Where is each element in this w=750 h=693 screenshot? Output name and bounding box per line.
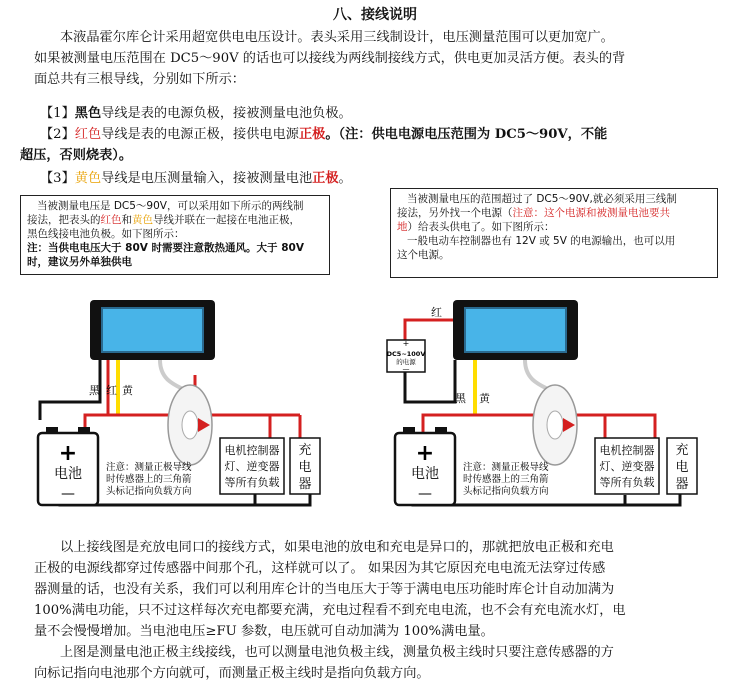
controller-label-2: 灯、逆变器: [224, 460, 280, 473]
label-yellow: 黄: [122, 384, 133, 397]
controller-label-r3: 等所有负载: [599, 476, 655, 489]
note-line-r2: 时传感器上的三角箭: [463, 474, 549, 485]
controller-label-r2: 灯、逆变器: [599, 460, 655, 473]
footer-line-2: 正极的电源线都穿过传感器中间那个孔，这样就可以了。 如果因为其它原因充电电流无法穿过传感: [34, 561, 606, 576]
box-left-line-5: 时，建议另外单独供电: [27, 256, 132, 268]
box-left-line-1: 当被测量电压是 DC5～90V，可以采用如下所示的两线制: [37, 200, 304, 212]
battery-minus: —: [61, 486, 75, 502]
wire-2: 【2】红色导线是表的电源正极，接供电电源正极。（注：供电电源电压范围为 DC5～90V，不能: [40, 127, 608, 142]
intro-line-2: 如果被测量电压范围在 DC5～90V 的话也可以接线为两线制接线方式，供电更加灵活方便。表头的背: [34, 51, 626, 66]
intro-line-3: 面总共有三根导线，分别如下所示：: [34, 72, 245, 87]
wire-1: 【1】黑色导线是表的电源负极，接被测量电池负极。: [40, 106, 352, 121]
footer-line-6: 上图是测量电池正极主线接线，也可以测量电池负极主线，测量负极主线时只要注意传感器的方: [60, 645, 614, 660]
charger-char-r3: 器: [675, 477, 689, 492]
controller-label-r1: 电机控制器: [599, 444, 655, 457]
charger-char-3: 器: [298, 477, 312, 492]
battery-plus: +: [58, 441, 78, 466]
two-wire-note-box: [20, 195, 330, 275]
footer-line-3: 器测量的话，也没有关系，我们可以利用库仑计的当电压大于等于满电电压功能时库仑计自动加满为: [34, 582, 615, 597]
controller-label-3: 等所有负载: [224, 476, 280, 489]
psu-minus: —: [402, 365, 410, 373]
two-wire-diagram: [0, 290, 375, 515]
label-black-r: 黑: [455, 392, 466, 405]
battery-minus-r: —: [418, 486, 432, 502]
box-left-line-4: 注：当供电电压大于 80V 时需要注意散热通风。大于 80V: [27, 242, 304, 254]
footer-line-5: 量不会慢慢增加。当电池电压≥FU 参数，电压就可自动加满为 100%满电量。: [34, 624, 494, 639]
psu-label-1: DC5~100V: [386, 350, 426, 358]
wire-2-note: 超压，否则烧表）。: [20, 148, 133, 163]
box-right-line-5: 这个电源。: [397, 249, 450, 261]
section-title: 八、接线说明: [333, 7, 417, 23]
label-yellow-r: 黄: [479, 392, 490, 405]
three-wire-note-box: [390, 188, 718, 278]
charger-char-2: 电: [298, 460, 312, 475]
label-black: 黑: [89, 384, 100, 397]
battery-plus-r: +: [415, 441, 435, 466]
three-wire-diagram: [375, 290, 750, 515]
box-right-line-1: 当被测量电压的范围超过了 DC5～90V,就必须采用三线制: [407, 193, 677, 205]
battery-label-r: 电池: [411, 466, 439, 482]
charger-char-r2: 电: [675, 460, 689, 475]
note-line-1: 注意：测量正极导线: [106, 462, 192, 473]
note-line-r1: 注意：测量正极导线: [463, 462, 549, 473]
charger-char-1: 充: [298, 443, 312, 458]
battery-label: 电池: [54, 466, 82, 482]
footer-line-4: 100%满电功能，只不过这样每次充电都要充满，充电过程看不到充电电流，也不会有充电流水灯，电: [34, 603, 626, 618]
label-red-r: 红: [431, 306, 442, 319]
footer-line-7: 向标记指向电池那个方向就可，而测量正极主线时是指向负载方向。: [34, 666, 430, 681]
box-left-line-2: 接法，把表头的红色和黄色导线并联在一起接在电池正极，: [27, 214, 300, 226]
label-red: 红: [106, 384, 117, 397]
psu-plus: +: [402, 339, 410, 348]
note-line-r3: 头标记指向负载方向: [463, 486, 549, 497]
footer-line-1: 以上接线图是充放电同口的接线方式，如果电池的放电和充电是异口的，那就把放电正极和充电: [60, 540, 614, 555]
box-right-line-4: 一般电动车控制器也有 12V 或 5V 的电源输出，也可以用: [407, 235, 676, 247]
box-left-line-3: 黑色线接电池负极。如下图所示：: [27, 228, 185, 240]
controller-label-1: 电机控制器: [224, 444, 280, 457]
intro-line-1: 本液晶霍尔库仑计采用超宽供电电压设计。表头采用三线制设计，电压测量范围可以更加宽广。: [60, 30, 614, 45]
box-right-line-3: 地）给表头供电了。如下图所示：: [397, 221, 555, 233]
note-line-3: 头标记指向负载方向: [106, 486, 192, 497]
charger-char-r1: 充: [675, 443, 689, 458]
note-line-2: 时传感器上的三角箭: [106, 474, 192, 485]
psu-label-2: 的电源: [396, 358, 416, 366]
wire-3: 【3】黄色导线是电压测量输入，接被测量电池正极。: [40, 171, 352, 186]
box-right-line-2: 接法，另外找一个电源（注意：这个电源和被测量电池要共: [397, 207, 670, 219]
